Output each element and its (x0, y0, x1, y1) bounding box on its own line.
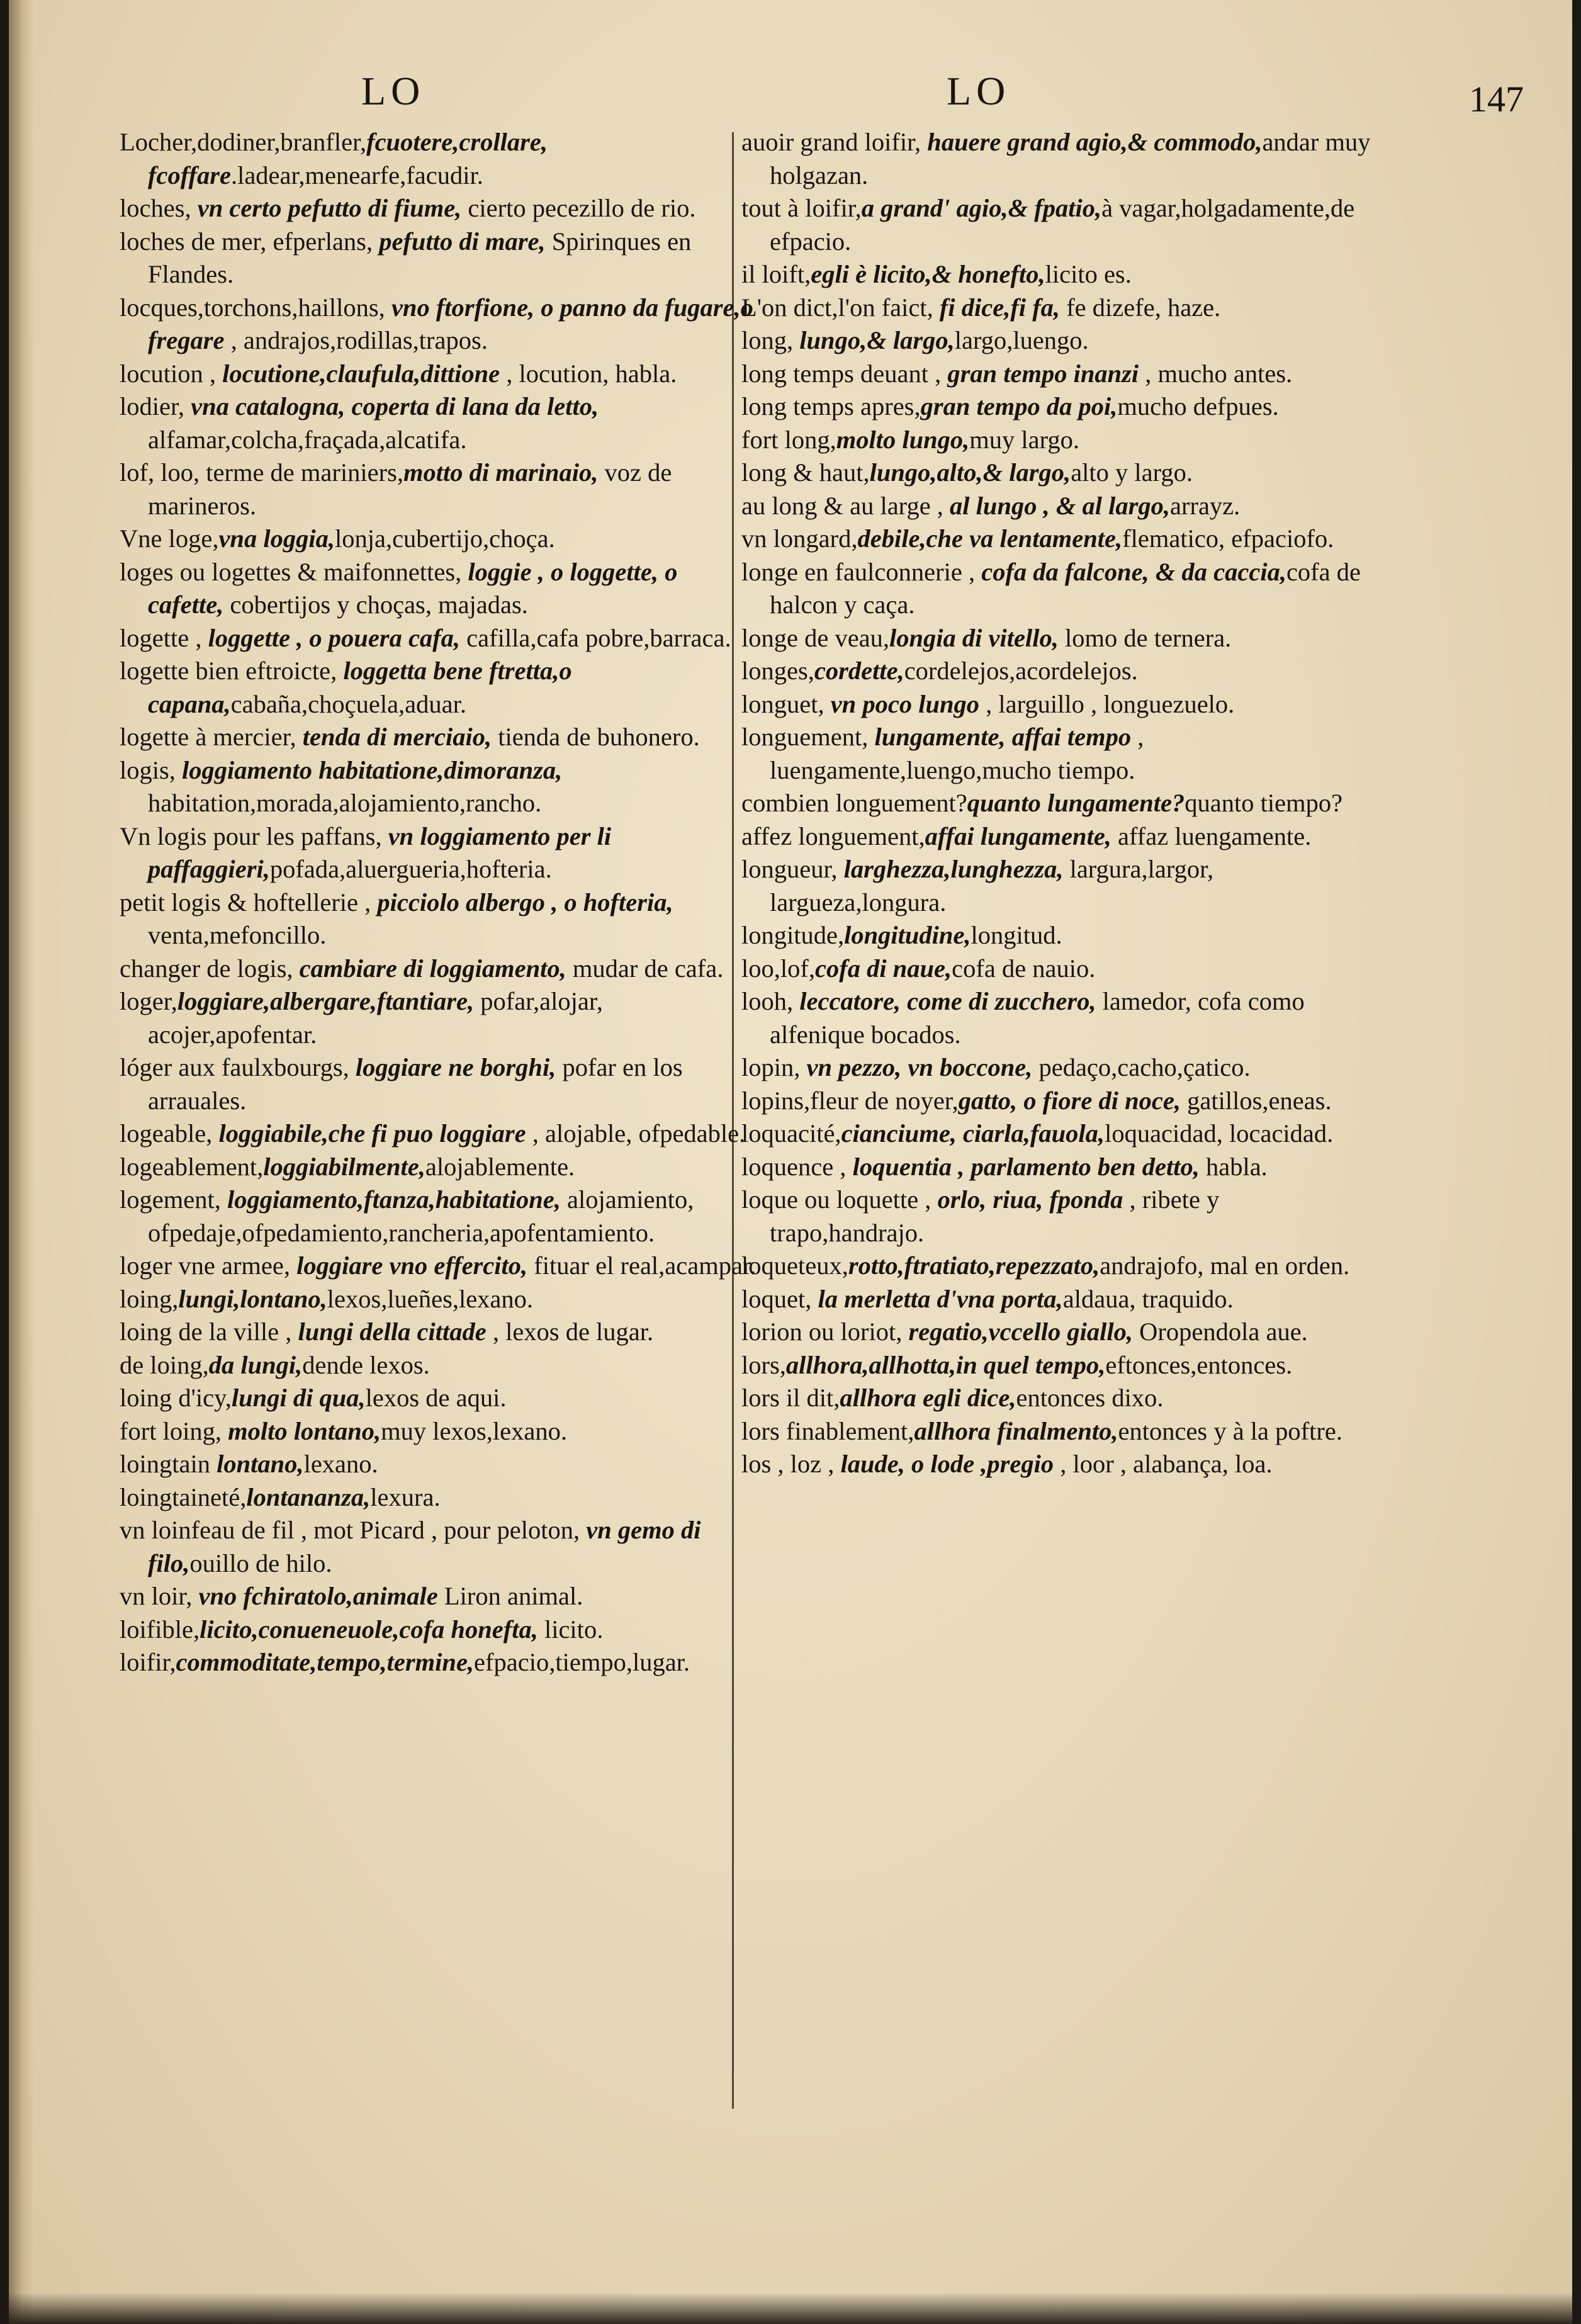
entry-text: lors, (741, 1350, 786, 1379)
italian-gloss: longia di vitello, (889, 623, 1059, 652)
italian-gloss: lontananza, (246, 1482, 371, 1511)
entry-text: combien longuement? (741, 789, 967, 817)
entry-text: tienda de buhonero. (492, 723, 700, 751)
entry-text: loquence , (741, 1152, 853, 1181)
entry-text: ouillo de hilo. (189, 1548, 332, 1577)
entry-text: long & haut, (741, 458, 870, 487)
entry-text: loque ou loquette , (741, 1185, 938, 1214)
italian-gloss: vn gemo di filo, (148, 1516, 701, 1577)
dictionary-entry (120, 820, 758, 886)
dictionary-entry (120, 985, 758, 1051)
entry-text: voz de marineros. (148, 458, 672, 520)
italian-gloss: molto lontano, (228, 1416, 381, 1445)
entry-text: au long & au large , (741, 491, 950, 520)
dictionary-entry (120, 1349, 758, 1382)
entry-text: cafilla,cafa pobre,barraca. (460, 623, 731, 652)
entry-text: longe de veau, (741, 623, 890, 652)
dictionary-entry (741, 1349, 1374, 1382)
entry-text: logement, (120, 1185, 227, 1214)
entry-text: licito es. (1045, 260, 1132, 288)
italian-gloss: leccatore, come di zucchero, (799, 987, 1096, 1015)
dictionary-entry (741, 622, 1374, 655)
entry-text: loger, (120, 987, 177, 1015)
dictionary-entry (741, 456, 1374, 490)
entry-text: andar muy holgazan. (770, 128, 1371, 189)
entry-text: entonces y à la poftre. (1118, 1416, 1342, 1445)
entry-text: cobertijos y choças, majadas. (223, 590, 528, 619)
italian-gloss: motto di marinaio, (403, 458, 599, 487)
entry-text: affaz luengamente. (1111, 821, 1312, 850)
entry-text: loquacidad, locacidad. (1105, 1119, 1334, 1148)
entry-text: auoir grand loifir, (741, 128, 928, 156)
entry-text: lors il dit, (741, 1384, 840, 1412)
entry-text: fort loing, (120, 1416, 228, 1445)
entry-text: Vne loge, (120, 524, 219, 553)
entry-text: , mucho antes. (1139, 359, 1293, 388)
entry-text: logette bien eftroicte, (120, 657, 344, 685)
entry-text: lexura. (370, 1482, 441, 1511)
entry-text: logis, (120, 755, 183, 784)
entry-text: loquet, (741, 1284, 818, 1313)
entry-text: pedaço,cacho,çatico. (1032, 1053, 1251, 1081)
dictionary-entry (741, 1316, 1374, 1349)
entry-text: changer de logis, (120, 954, 300, 983)
entry-text: loingtaineté, (120, 1482, 247, 1511)
dictionary-entry (741, 390, 1374, 424)
entry-text: flematico, efpaciofo. (1122, 524, 1334, 553)
dictionary-entry (741, 258, 1374, 291)
entry-text: loquacité, (741, 1119, 841, 1148)
entry-text: loing d'icy, (120, 1384, 232, 1412)
italian-gloss: gatto, o fiore di noce, (958, 1086, 1181, 1115)
italian-gloss: vn certo pefutto di fiume, (197, 194, 462, 222)
italian-gloss: loggiamento habitatione,dimoranza, (182, 755, 563, 784)
italian-gloss: vno ftorfione, o panno da fugare,o fregare (148, 293, 753, 354)
entry-text: , luengamente,luengo,mucho tiempo. (770, 723, 1144, 784)
dictionary-entry (120, 1613, 758, 1647)
italian-gloss: la merletta d'vna porta, (818, 1284, 1063, 1313)
italian-gloss: loggie , o loggette, o cafette, (148, 557, 678, 619)
entry-text: longuement, (741, 723, 875, 751)
dictionary-entry (741, 820, 1374, 854)
entry-text: locques,torchons,haillons, (120, 293, 391, 322)
italian-gloss: vn pezzo, vn boccone, (806, 1053, 1033, 1081)
dictionary-entry (741, 787, 1374, 820)
dictionary-entry (120, 1151, 758, 1184)
italian-gloss: lungamente, affai tempo (874, 723, 1132, 751)
italian-gloss: locutione,claufula,dittione (222, 359, 500, 388)
entry-text: pofar en los arrauales. (148, 1053, 683, 1115)
entry-text: loges ou logettes & maifonnettes, (120, 557, 468, 586)
page-gutter-shadow (9, 0, 34, 2324)
italian-gloss: vna catalogna, coperta di lana da letto, (191, 392, 599, 420)
italian-gloss: orlo, riua, fponda (937, 1185, 1123, 1214)
italian-gloss: rotto,ftratiato,repezzato, (848, 1251, 1100, 1280)
dictionary-entry (120, 1283, 758, 1316)
entry-text: lonja,cubertijo,choça. (334, 524, 555, 553)
dictionary-entry (120, 1051, 758, 1117)
entry-text: loqueteux, (741, 1251, 848, 1280)
right-running-head: LO (947, 69, 1011, 113)
entry-text: longitud. (971, 921, 1062, 949)
entry-text: lomo de ternera. (1058, 623, 1232, 652)
italian-gloss: gran tempo da poi, (920, 392, 1118, 420)
entry-text: locution , (120, 359, 223, 388)
dictionary-entry (120, 225, 758, 291)
entry-text: loches, (120, 194, 198, 222)
entry-text: largura,largor, largueza,longura. (770, 855, 1214, 917)
entry-text: arrayz. (1170, 491, 1241, 520)
dictionary-entry (120, 1481, 758, 1515)
italian-gloss: licito,conueneuole,cofa honefta, (200, 1615, 538, 1644)
entry-text: longitude, (741, 921, 845, 949)
entry-text: , ribete y trapo,handrajo. (770, 1185, 1220, 1247)
entry-text: , andrajos,rodillas,trapos. (224, 326, 488, 354)
entry-text: alto y largo. (1071, 458, 1193, 487)
dictionary-entry (741, 126, 1374, 192)
entry-text: loches de mer, efperlans, (120, 227, 380, 256)
left-running-head: LO (361, 69, 425, 113)
entry-text: loo,lof, (741, 954, 815, 983)
dictionary-entry (741, 1283, 1374, 1316)
italian-gloss: regatio,vccello giallo, (908, 1317, 1134, 1346)
italian-gloss: picciolo albergo , o hofteria, (377, 888, 673, 917)
italian-gloss: cofa di naue, (815, 954, 952, 983)
entry-text: logette , (120, 623, 208, 652)
dictionary-entry (741, 1117, 1374, 1151)
dictionary-entry (120, 1117, 758, 1151)
italian-gloss: loggette , o pouera cafa, (208, 623, 461, 652)
entry-text: L'on dict,l'on faict, (741, 293, 940, 322)
entry-text: entonces dixo. (1016, 1384, 1164, 1412)
dictionary-entry (741, 556, 1374, 622)
italian-gloss: vno fchiratolo,animale (198, 1582, 438, 1610)
entry-text: venta,mefoncillo. (148, 921, 327, 949)
entry-text: lorion ou loriot, (741, 1317, 909, 1346)
italian-gloss: pefutto di mare, (379, 227, 546, 256)
dictionary-entry (120, 1580, 758, 1613)
dictionary-entry (741, 952, 1374, 986)
entry-text: lexano. (303, 1450, 378, 1478)
dictionary-entry (120, 1382, 758, 1415)
entry-text: habla. (1199, 1152, 1268, 1181)
entry-text: , loor , alabança, loa. (1054, 1450, 1273, 1478)
entry-text: loger vne armee, (120, 1251, 297, 1280)
italian-gloss: loggiare vno effercito, (296, 1251, 528, 1280)
dictionary-entry (741, 1183, 1374, 1249)
dictionary-entry (741, 919, 1374, 952)
entry-text: mucho defpues. (1117, 392, 1279, 420)
dictionary-entry (741, 853, 1374, 919)
dictionary-entry (741, 721, 1374, 787)
italian-gloss: da lungi, (208, 1350, 303, 1379)
italian-gloss: lontano, (217, 1450, 304, 1478)
entry-text: Oropendola aue. (1133, 1317, 1308, 1346)
entry-text: loingtain (120, 1450, 217, 1478)
italian-gloss: longitudine, (844, 921, 971, 949)
entry-text: long temps deuant , (741, 359, 948, 388)
entry-text: , locution, habla. (500, 359, 677, 388)
dictionary-entry (741, 1051, 1374, 1085)
italian-gloss: loggiamento,ftanza,habitatione, (227, 1185, 561, 1214)
entry-text: muy lexos,lexano. (381, 1416, 567, 1445)
page-bottom-shadow (9, 2293, 1572, 2324)
italian-gloss: cordette, (814, 657, 904, 685)
italian-gloss: quanto lungamente? (967, 789, 1185, 817)
entry-text: long, (741, 326, 800, 354)
dictionary-entry (120, 622, 758, 655)
entry-text: los , loz , (741, 1450, 841, 1478)
page-number: 147 (1469, 79, 1524, 120)
dictionary-entry (120, 126, 758, 192)
italian-gloss: allhora finalmento, (914, 1416, 1118, 1445)
italian-gloss: loggiare,albergare,ftantiare, (177, 987, 475, 1015)
entry-text: fort long, (741, 425, 836, 454)
entry-text: lof, loo, terme de mariniers, (120, 458, 403, 487)
italian-gloss: loquentia , parlamento ben detto, (852, 1152, 1200, 1181)
italian-gloss: laude, o lode ,pregio (840, 1450, 1054, 1478)
entry-text: lexos de aqui. (365, 1384, 507, 1412)
italian-gloss: lungo,alto,& largo, (869, 458, 1071, 487)
dictionary-entry (120, 1514, 758, 1580)
entry-text: logeablement, (120, 1152, 264, 1181)
entry-text: loifir, (120, 1648, 176, 1676)
dictionary-entry (741, 1415, 1374, 1448)
entry-text: loing de la ville , (120, 1317, 298, 1346)
entry-text: fe dizefe, haze. (1060, 293, 1221, 322)
italian-gloss: loggetta bene ftretta,o capana, (148, 657, 572, 718)
entry-text: dende lexos. (302, 1350, 430, 1379)
entry-text: long temps apres, (741, 392, 921, 420)
entry-text: vn loinfeau de fil , mot Picard , pour peloton, (120, 1516, 587, 1544)
entry-text: Spirinques en Flandes. (148, 227, 692, 288)
italian-gloss: cambiare di loggiamento, (299, 954, 566, 983)
italian-gloss: al lungo , & al largo, (950, 491, 1170, 520)
entry-text: , larguillo , longuezuelo. (979, 689, 1235, 718)
entry-text: cabaña,choçuela,aduar. (230, 689, 467, 718)
italian-gloss: cofa da falcone, & da caccia, (981, 557, 1286, 586)
italian-gloss: loggiabile,che fi puo loggiare (218, 1119, 526, 1148)
entry-text: pofada,aluergueria,hofteria. (269, 855, 552, 883)
dictionary-entry (741, 291, 1374, 325)
dictionary-entry (120, 390, 758, 456)
dictionary-entry (120, 952, 758, 986)
italian-gloss: affai lungamente, (925, 821, 1111, 850)
entry-text: , alojable, ofpedable. (526, 1119, 746, 1148)
entry-text: mudar de cafa. (566, 954, 724, 983)
entry-text: andrajofo, mal en orden. (1100, 1251, 1350, 1280)
entry-text: largo,luengo. (954, 326, 1089, 354)
dictionary-entry (120, 1448, 758, 1481)
dictionary-entry (741, 1382, 1374, 1415)
italian-gloss: vn poco lungo (830, 689, 980, 718)
entry-text: Liron animal. (437, 1582, 583, 1610)
entry-text: pofar,alojar, acojer,apofentar. (148, 987, 603, 1049)
dictionary-entry (741, 688, 1374, 721)
entry-text: gatillos,eneas. (1181, 1086, 1332, 1115)
entry-text: petit logis & hoftellerie , (120, 888, 378, 917)
dictionary-entry (741, 1249, 1374, 1283)
italian-gloss: a grand' agio,& fpatio, (861, 194, 1102, 222)
entry-text: vn longard, (741, 524, 858, 553)
italian-gloss: gran tempo inanzi (947, 359, 1139, 388)
italian-gloss: loggiabilmente, (263, 1152, 425, 1181)
entry-text: lodier, (120, 392, 191, 420)
left-column (120, 126, 758, 1679)
dictionary-entry (120, 522, 758, 556)
dictionary-entry (120, 358, 758, 391)
entry-text: logette à mercier, (120, 723, 303, 751)
italian-gloss: vna loggia, (218, 524, 335, 553)
dictionary-entry (741, 1448, 1374, 1481)
entry-text: longuet, (741, 689, 831, 718)
entry-text: lamedor, cofa como alfenique bocados. (770, 987, 1305, 1049)
italian-gloss: allhora egli dice, (840, 1384, 1016, 1412)
entry-text: Vn logis pour les paffans, (120, 821, 388, 850)
dictionary-entry (120, 556, 758, 622)
entry-text: aldaua, traquido. (1062, 1284, 1234, 1313)
entry-text: alojablemente. (425, 1152, 575, 1181)
italian-gloss: egli è licito,& honefto, (811, 260, 1045, 288)
entry-text: lóger aux faulxbourgs, (120, 1053, 356, 1081)
dictionary-entry (741, 490, 1374, 523)
dictionary-entry (120, 291, 758, 358)
dictionary-entry (741, 192, 1374, 258)
italian-gloss: lungi,lontano, (178, 1284, 327, 1313)
dictionary-entry (120, 1646, 758, 1679)
dictionary-entry (120, 754, 758, 820)
entry-text: loifible, (120, 1615, 200, 1644)
italian-gloss: vn loggiamento per li paffaggieri, (148, 821, 612, 883)
entry-text: looh, (741, 987, 800, 1015)
dictionary-entry (741, 655, 1374, 688)
italian-gloss: larghezza,lunghezza, (843, 855, 1064, 883)
entry-text: lexos,lueñes,lexano. (327, 1284, 534, 1313)
dictionary-entry (741, 1085, 1374, 1118)
page-header (9, 68, 1572, 125)
entry-text: .ladear,menearfe,facudir. (230, 161, 483, 189)
entry-text: lopin, (741, 1053, 807, 1081)
entry-text: muy largo. (969, 425, 1080, 454)
right-column (741, 126, 1374, 1481)
entry-text: vn loir, (120, 1582, 199, 1610)
entry-text: cierto pecezillo de rio. (461, 194, 696, 222)
entry-text: alojamiento, ofpedaje,ofpedamiento,rancheria,apofentamiento. (148, 1185, 694, 1247)
dictionary-page (9, 0, 1572, 2324)
italian-gloss: fcuotere,crollare, fcoffare (148, 128, 548, 189)
dictionary-entry (120, 655, 758, 721)
italian-gloss: molto lungo, (836, 425, 970, 454)
dictionary-entry (741, 522, 1374, 556)
dictionary-entry (741, 1151, 1374, 1184)
dictionary-entry (741, 324, 1374, 358)
entry-text: , lexos de lugar. (486, 1317, 654, 1346)
entry-text: loing, (120, 1284, 179, 1313)
dictionary-entry (741, 424, 1374, 457)
entry-text: il loift, (741, 260, 811, 288)
entry-text: quanto tiempo? (1184, 789, 1343, 817)
dictionary-entry (120, 192, 758, 225)
italian-gloss: fi dice,fi fa, (939, 293, 1061, 322)
entry-text: longe en faulconnerie , (741, 557, 982, 586)
entry-text: tout à loifir, (741, 194, 862, 222)
entry-text: cofa de nauio. (952, 954, 1096, 983)
italian-gloss: lungi della cittade (298, 1317, 487, 1346)
dictionary-entry (120, 1316, 758, 1349)
entry-text: longes, (741, 657, 814, 685)
italian-gloss: debile,che va lentamente, (857, 524, 1123, 553)
entry-text: efpacio,tiempo,lugar. (474, 1648, 690, 1676)
italian-gloss: lungo,& largo, (799, 326, 955, 354)
entry-text: licito. (537, 1615, 604, 1644)
entry-text: lopins,fleur de noyer, (741, 1086, 959, 1115)
dictionary-entry (120, 1249, 758, 1283)
entry-text: à vagar,holgadamente,de efpacio. (770, 194, 1355, 256)
dictionary-entry (741, 985, 1374, 1051)
dictionary-entry (120, 1415, 758, 1448)
entry-text: logeable, (120, 1119, 219, 1148)
entry-text: Locher,dodiner,branfler, (120, 128, 367, 156)
dictionary-entry (120, 721, 758, 754)
entry-text: lors finablement, (741, 1416, 914, 1445)
entry-text: habitation,morada,alojamiento,rancho. (148, 789, 542, 817)
italian-gloss: loggiare ne borghi, (355, 1053, 556, 1081)
entry-text: fituar el real,acampar. (527, 1251, 757, 1280)
entry-text: longueur, (741, 855, 844, 883)
italian-gloss: lungi di qua, (231, 1384, 366, 1412)
entry-text: eftonces,entonces. (1105, 1350, 1293, 1379)
dictionary-entry (120, 886, 758, 952)
italian-gloss: tenda di merciaio, (302, 723, 492, 751)
italian-gloss: cianciume, ciarla,fauola, (841, 1119, 1105, 1148)
dictionary-entry (741, 358, 1374, 391)
italian-gloss: allhora,allhotta,in quel tempo, (785, 1350, 1106, 1379)
entry-text: cordelejos,acordelejos. (904, 657, 1138, 685)
entry-text: alfamar,colcha,fraçada,alcatifa. (148, 425, 467, 454)
entry-text: cofa de halcon y caça. (770, 557, 1361, 619)
italian-gloss: commoditate,tempo,termine, (176, 1648, 475, 1676)
dictionary-entry (120, 1183, 758, 1249)
dictionary-entry (120, 456, 758, 522)
entry-text: affez longuement, (741, 821, 925, 850)
entry-text: de loing, (120, 1350, 209, 1379)
italian-gloss: hauere grand agio,& commodo, (927, 128, 1263, 156)
